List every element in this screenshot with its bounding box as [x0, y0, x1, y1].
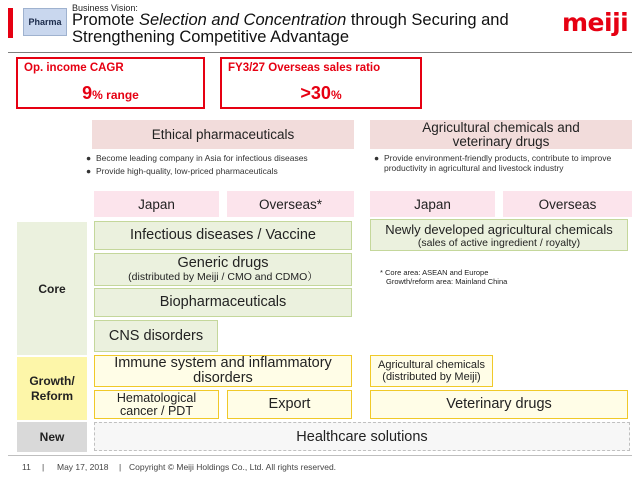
- kpi-unit: % range: [92, 88, 139, 102]
- footnote-core-area: * Core area: ASEAN and Europe: [380, 268, 489, 277]
- page-number: 11: [22, 462, 31, 472]
- accent-bar: [8, 8, 13, 38]
- cell-healthcare-solutions: Healthcare solutions: [94, 422, 630, 451]
- segment-ethical-header: Ethical pharmaceuticals: [92, 120, 354, 149]
- cell-hema-line1: Hematological: [116, 390, 197, 405]
- kpi-unit: %: [330, 88, 342, 102]
- bullet-text: Provide high-quality, low-priced pharmaceuticals: [96, 166, 278, 176]
- category-growth-line1: Growth/: [29, 373, 75, 388]
- list-item: [86, 153, 362, 163]
- ethical-japan-header: Japan: [94, 191, 219, 217]
- title-part-2: through Securing and Strengthening Competitive Advantage: [72, 11, 509, 46]
- category-core: Core: [17, 222, 87, 355]
- bullet-icon: ●: [86, 153, 92, 163]
- cell-cns-disorders: CNS disorders: [94, 320, 218, 352]
- kpi-value: [222, 83, 420, 104]
- cell-agri-new-sub: (sales of active ingredient / royalty): [417, 236, 581, 249]
- kpi-number: 9: [82, 83, 93, 103]
- cell-generic-title: Generic drugs: [177, 255, 269, 271]
- bullet-text: Become leading company in Asia for infectious diseases: [96, 153, 308, 163]
- cell-infectious-vaccine: Infectious diseases / Vaccine: [94, 221, 352, 250]
- slide-subtitle: Business Vision:: [72, 3, 138, 13]
- cell-immune-line2: disorders: [193, 370, 253, 386]
- segment-agri-header: [370, 120, 632, 149]
- cell-hematological-cancer: [94, 390, 219, 419]
- cell-new-agri-chemicals: [370, 219, 628, 251]
- cell-export: Export: [227, 390, 352, 419]
- cell-immune-line1: Immune system and inflammatory: [114, 355, 332, 371]
- category-growth-line2: Reform: [30, 388, 73, 403]
- slide-title: [72, 12, 562, 46]
- footnote-growth-area: Growth/reform area: Mainland China: [386, 277, 508, 286]
- cell-generic-drugs: [94, 253, 352, 286]
- cell-immune-system: [94, 355, 352, 387]
- ethical-overseas-header: Overseas*: [227, 191, 354, 217]
- footer-copyright: Copyright © Meiji Holdings Co., Ltd. All rights reserved.: [129, 462, 337, 472]
- agri-bullet-list: [374, 153, 630, 176]
- cell-veterinary-drugs: Veterinary drugs: [370, 390, 628, 419]
- footer-separator: |: [42, 462, 45, 472]
- kpi-number: >30: [300, 83, 331, 103]
- title-part-1: Promote: [72, 11, 139, 29]
- kpi-value: [18, 83, 203, 104]
- meiji-logo: meiji: [562, 8, 629, 37]
- title-emphasis: Selection and Concentration: [138, 11, 347, 29]
- footer-separator: |: [119, 462, 122, 472]
- cell-agri-chem-line1: Agricultural chemicals: [378, 359, 485, 371]
- agri-overseas-header: Overseas: [503, 191, 632, 217]
- bullet-icon: ●: [374, 153, 380, 163]
- segment-agri-title-line1: Agricultural chemicals and: [422, 119, 580, 135]
- category-growth-reform: [17, 357, 87, 420]
- cell-agri-chemicals-meiji: [370, 355, 493, 387]
- list-item: [86, 166, 362, 176]
- cell-hema-line2: cancer / PDT: [120, 403, 193, 418]
- kpi-label: Op. income CAGR: [24, 62, 124, 74]
- agri-japan-header: Japan: [370, 191, 495, 217]
- bullet-text: Provide environment-friendly products, contribute to improve productivity in agricultural and livestock industry: [384, 153, 612, 173]
- cell-agri-chem-line2: (distributed by Meiji): [382, 371, 481, 383]
- header-divider: [8, 52, 632, 53]
- bullet-icon: ●: [86, 166, 92, 176]
- cell-biopharmaceuticals: Biopharmaceuticals: [94, 288, 352, 317]
- footnote-area: [380, 268, 630, 286]
- kpi-label: FY3/27 Overseas sales ratio: [228, 62, 381, 74]
- category-new: New: [17, 422, 87, 452]
- footer-divider: [8, 455, 632, 456]
- list-item: [374, 153, 630, 173]
- cell-agri-new-title: Newly developed agricultural chemicals: [385, 221, 613, 237]
- ethical-bullet-list: [86, 153, 362, 179]
- section-tab-pharma: Pharma: [23, 8, 67, 36]
- kpi-overseas-ratio: [220, 57, 422, 109]
- kpi-op-income: [16, 57, 205, 109]
- cell-generic-sub: (distributed by Meiji / CMO and CDMO）: [128, 271, 318, 283]
- footer-date: May 17, 2018: [57, 462, 109, 472]
- segment-agri-title-line2: veterinary drugs: [452, 133, 550, 149]
